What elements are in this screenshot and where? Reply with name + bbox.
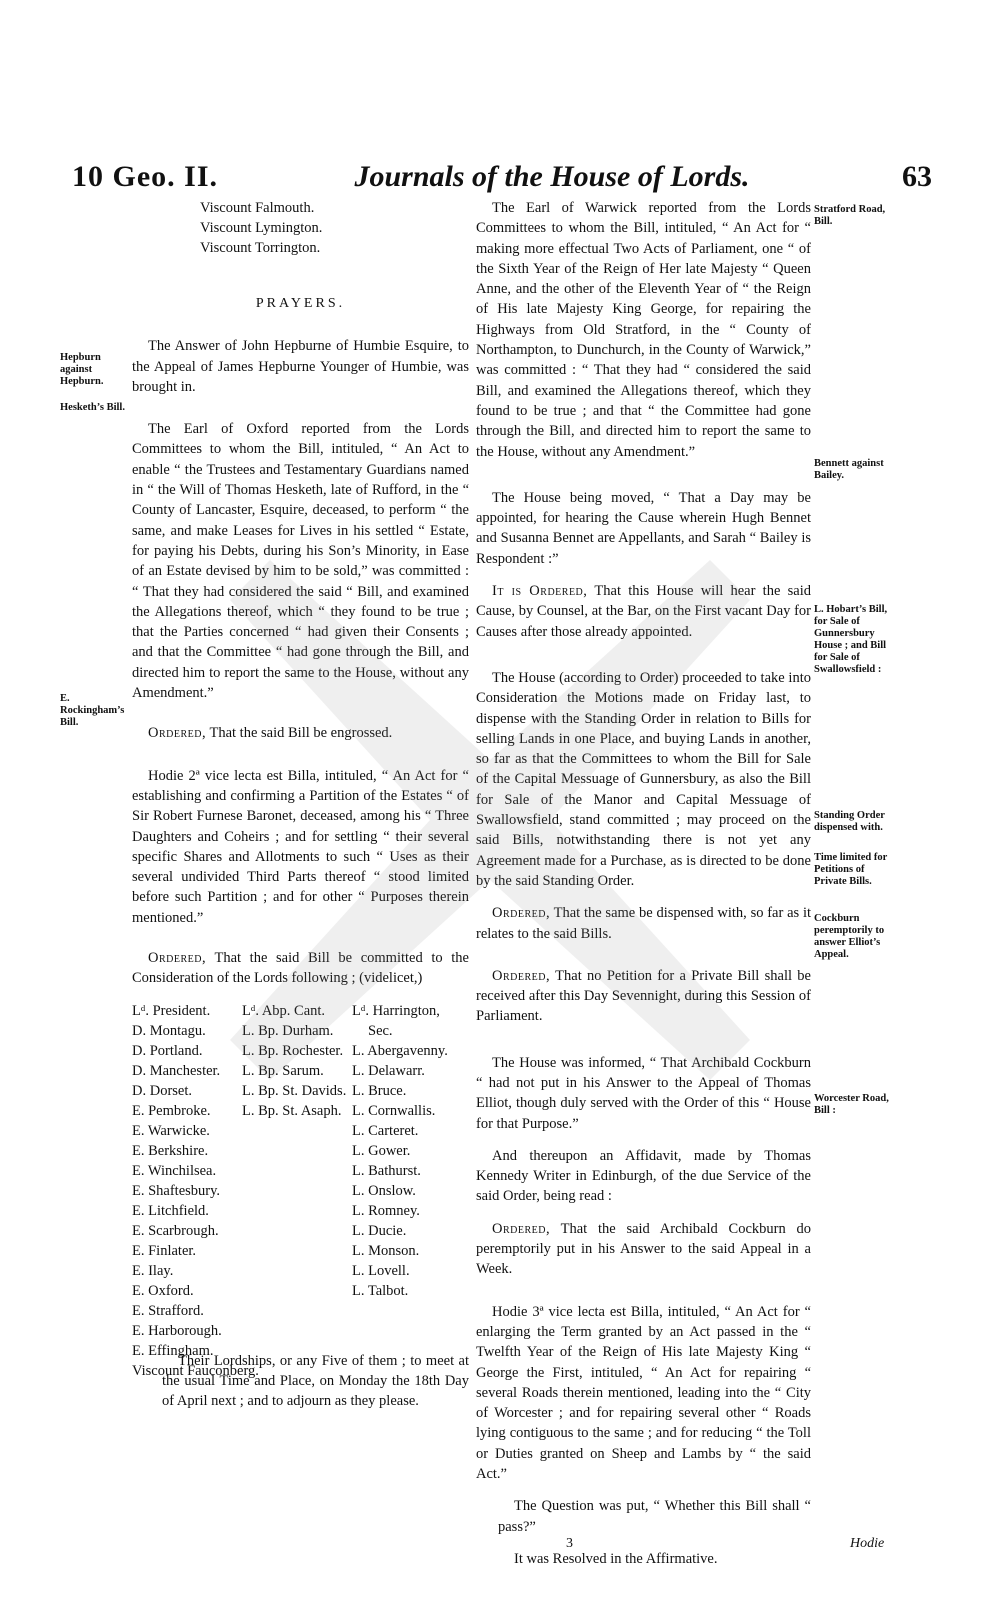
list-item: E. Ilay. bbox=[132, 1262, 174, 1279]
list-item: L. Ducie. bbox=[352, 1222, 407, 1239]
lords-column-3 bbox=[352, 1001, 448, 1301]
list-item: E. Oxford. bbox=[132, 1282, 194, 1299]
list-item: Sec. bbox=[368, 1022, 393, 1039]
catchword: Hodie bbox=[850, 1536, 885, 1551]
list-item: E. Warwicke. bbox=[132, 1122, 210, 1139]
list-item: Viscount Lymington. bbox=[200, 220, 323, 236]
order-text: That the said Archibald Cockburn do peremptorily put in his Answer to the said Appeal in a Week. bbox=[476, 1220, 811, 1278]
margin-note-stratford: Stratford Road, Bill. bbox=[814, 204, 886, 227]
order-text: That this House will hear the said Cause, by Counsel, at the Bar, on the First vacant Day for Causes after those already appointed. bbox=[476, 583, 811, 640]
rockingham-reading: Hodie 2ª vice lecta est Billa, intituled, “ An Act for “ establishing and confirming a Partition of the Estates “ of Sir Robert Furnese Baronet, deceased, among his “ Three Daughters and Coheirs ; and for settling “ their several specific Shares and Allotments to such “ Uses as their several undivided Third Parts thereof “ stood limited before such Partition ; and for other “ Purposes therein mentioned.” bbox=[132, 767, 469, 926]
right-column bbox=[476, 198, 811, 1581]
lords-column-1 bbox=[132, 1001, 259, 1381]
list-item: E. Finlater. bbox=[132, 1242, 197, 1259]
bennet-order bbox=[476, 581, 811, 642]
engrossed-order bbox=[132, 723, 469, 743]
list-item: D. Dorset. bbox=[132, 1082, 193, 1099]
resolved-paragraph: It was Resolved in the Affirmative. bbox=[514, 1550, 718, 1567]
list-item: L. Onslow. bbox=[352, 1182, 416, 1199]
time-limit-order bbox=[476, 966, 811, 1027]
margin-note-hepburn: Hepburn against Hepburn. bbox=[60, 352, 104, 387]
committal-order bbox=[132, 948, 469, 989]
list-item: E. Litchfield. bbox=[132, 1202, 209, 1219]
margin-note-cockburn: Cockburn peremptorily to answer Elliot’s Appeal. bbox=[814, 913, 885, 960]
order-text: That the said Bill be committed to the Consideration of the Lords following ; (videlicet,) bbox=[132, 950, 469, 987]
list-item: L. Cornwallis. bbox=[352, 1102, 436, 1119]
viscount-list bbox=[200, 198, 469, 258]
page-number: 63 bbox=[902, 160, 932, 193]
left-column bbox=[132, 198, 469, 1424]
list-item: E. Scarbrough. bbox=[132, 1222, 219, 1239]
list-item: L. Bp. St. Davids. bbox=[242, 1082, 347, 1099]
list-item: E. Effingham. bbox=[132, 1342, 214, 1359]
list-item: D. Portland. bbox=[132, 1042, 203, 1059]
order-text: That the same be dispensed with, so far as it relates to the said Bills. bbox=[476, 905, 811, 942]
lords-committee-list bbox=[132, 1001, 469, 1379]
list-item: L. Gower. bbox=[352, 1142, 411, 1159]
hobart-paragraph: The House (according to Order) proceeded to take into Consideration the Motions made on Friday last, to dispense with the Standing Order in relation to Bills for selling Lands in one Place, and buying Lands in another, so far as that the Committees to whom the Bill for Sale of the Capital Messuage of Gunnersbury, as also the Bill for Sale of the Manor and Capital Messuage of Swallowsfield, stand committed ; may proceed on the said Bills, notwithstanding there is not yet any Agreement made for a Purchase, as is directed to be done by the said Standing Order. bbox=[476, 669, 811, 889]
list-item: E. Harborough. bbox=[132, 1322, 222, 1339]
list-item: Viscount Fauconberg. bbox=[132, 1362, 259, 1379]
peremptory-order bbox=[476, 1219, 811, 1280]
margin-note-worcester: Worcester Road, Bill : bbox=[814, 1093, 889, 1116]
bennet-motion: The House being moved, “ That a Day may be appointed, for hearing the Cause wherein Hugh Bennet and Susanna Bennet are Appellants, and Sarah “ Bailey is Respondent :” bbox=[476, 489, 811, 567]
list-item: Viscount Falmouth. bbox=[200, 200, 315, 216]
cockburn-paragraph: The House was informed, “ That Archibald Cockburn “ had not put in his Answer to the Appeal of Thomas Elliot, though duly served with the Order of this “ House for that Purpose.” bbox=[476, 1054, 811, 1132]
worcester-reading: Hodie 3ª vice lecta est Billa, intituled, “ An Act for “ enlarging the Term granted by an Act passed in the “ Twelfth Year of the Reign of His late Majesty King “ George the First, intituled, “ An Act for repairing “ several Roads therein mentioned, leading into the “ City of Worcester ; and for repairing several other “ Roads lying contiguous to the same ; and for reducing “ the Toll or Duties granted on Sheep and Lambs by “ the said Act.” bbox=[476, 1303, 811, 1483]
prayers-heading: PRAYERS. bbox=[255, 296, 346, 311]
list-item: L. Lovell. bbox=[352, 1262, 410, 1279]
list-item: L. Talbot. bbox=[352, 1282, 409, 1299]
list-item: Lᵈ. President. bbox=[132, 1002, 211, 1019]
list-item: L. Bp. Durham. bbox=[242, 1022, 334, 1039]
order-lead: Ordered, bbox=[148, 725, 207, 742]
dispensed-order bbox=[476, 903, 811, 944]
order-lead: Ordered, bbox=[492, 905, 551, 922]
list-item: L. Delawarr. bbox=[352, 1062, 425, 1079]
list-item: L. Bathurst. bbox=[352, 1162, 421, 1179]
list-item: L. Bp. Sarum. bbox=[242, 1062, 324, 1079]
margin-note-hesketh: Hesketh’s Bill. bbox=[60, 402, 125, 413]
list-item: E. Berkshire. bbox=[132, 1142, 209, 1159]
meeting-paragraph: Their Lordships, or any Five of them ; to meet at the usual Time and Place, on Monday the 18th Day of April next ; and to adjourn as they please. bbox=[162, 1352, 469, 1410]
order-lead: Ordered, bbox=[148, 950, 207, 967]
margin-note-rockingham: E. Rockingham’s Bill. bbox=[60, 693, 125, 728]
question-paragraph: The Question was put, “ Whether this Bill shall “ pass?” bbox=[498, 1498, 811, 1535]
order-text: That the said Bill be engrossed. bbox=[206, 725, 393, 742]
margin-note-standing-order: Standing Order dispensed with. bbox=[814, 810, 885, 833]
order-lead: It is Ordered, bbox=[492, 583, 588, 600]
margin-note-time-limited: Time limited for Petitions of Private Bills. bbox=[814, 852, 888, 887]
list-item: L. Carteret. bbox=[352, 1122, 419, 1139]
lords-column-2 bbox=[242, 1001, 346, 1121]
margin-note-bennet: Bennett against Bailey. bbox=[814, 458, 884, 481]
list-item: D. Manchester. bbox=[132, 1062, 221, 1079]
regnal-year: 10 Geo. II. bbox=[72, 160, 218, 193]
list-item: E. Pembroke. bbox=[132, 1102, 211, 1119]
hepburn-paragraph: The Answer of John Hepburne of Humbie Esquire, to the Appeal of James Hepburne Younger of Humbie, was brought in. bbox=[132, 338, 469, 395]
list-item: L. Bp. Rochester. bbox=[242, 1042, 344, 1059]
list-item: E. Strafford. bbox=[132, 1302, 204, 1319]
list-item: E. Shaftesbury. bbox=[132, 1182, 221, 1199]
list-item: L. Bruce. bbox=[352, 1082, 407, 1099]
hesketh-report: The Earl of Oxford reported from the Lords Committees to whom the Bill, intituled, “ An Act to enable “ the Trustees and Testamentary Guardians named in “ the Will of Thomas Hesketh, late of Rufford, in the “ County of Lancaster, Esquire, deceased, to perform “ the same, and make Leases for Lives in his settled “ Estate, for paying his Debts, during his Son’s Minority, in Ease of an Estate devised by him to be sold,” was committed : “ That they had considered the said “ Bill, and examined the Allegations thereof, which “ they found to be true ; that the Parties concerned “ had given their Consents ; and that the Committee “ had gone through the Bill, and directed him to report the same to the House, without any Amendment.” bbox=[132, 421, 469, 702]
signature-mark: 3 bbox=[566, 1536, 573, 1551]
list-item: L. Monson. bbox=[352, 1242, 420, 1259]
list-item: D. Montagu. bbox=[132, 1022, 206, 1039]
list-item: Lᵈ. Abp. Cant. bbox=[242, 1002, 326, 1019]
order-lead: Ordered, bbox=[492, 1220, 551, 1237]
list-item: L. Abergavenny. bbox=[352, 1042, 448, 1059]
margin-note-hobart: L. Hobart’s Bill, for Sale of Gunnersbury House ; and Bill for Sale of Swallowsfield : bbox=[814, 604, 888, 675]
list-item: Viscount Torrington. bbox=[200, 240, 321, 256]
list-item: Lᵈ. Harrington, bbox=[352, 1002, 440, 1019]
list-item: L. Romney. bbox=[352, 1202, 420, 1219]
list-item: L. Bp. St. Asaph. bbox=[242, 1102, 342, 1119]
order-lead: Ordered, bbox=[492, 967, 551, 984]
order-text: That no Petition for a Private Bill shall be received after this Day Sevennight, during this Session of Parliament. bbox=[476, 967, 811, 1025]
affidavit-paragraph: And thereupon an Affidavit, made by Thomas Kennedy Writer in Edinburgh, of the due Service of the said Order, being read : bbox=[476, 1147, 811, 1205]
journal-title: Journals of the House of Lords. bbox=[354, 160, 750, 193]
list-item: E. Winchilsea. bbox=[132, 1162, 217, 1179]
stratford-report: The Earl of Warwick reported from the Lords Committees to whom the Bill, intituled, “ An Act for “ making more effectual Two Acts of Parliament, one “ of the Sixth Year of the Reign of Her late Majesty “ Queen Anne, and the other of the Eleventh Year of “ the Reign of His late Majesty King George, for repairing the Highways from Old Stratford, in the “ County of Northampton, to Dunchurch, in the County of Warwick,” was committed : “ That they had “ considered the said Bill, and examined the Allegations thereof, which they found to be true ; and that “ the Committee had gone through the Bill, and directed him to report the same to the House, without any Amendment.” bbox=[476, 200, 811, 460]
